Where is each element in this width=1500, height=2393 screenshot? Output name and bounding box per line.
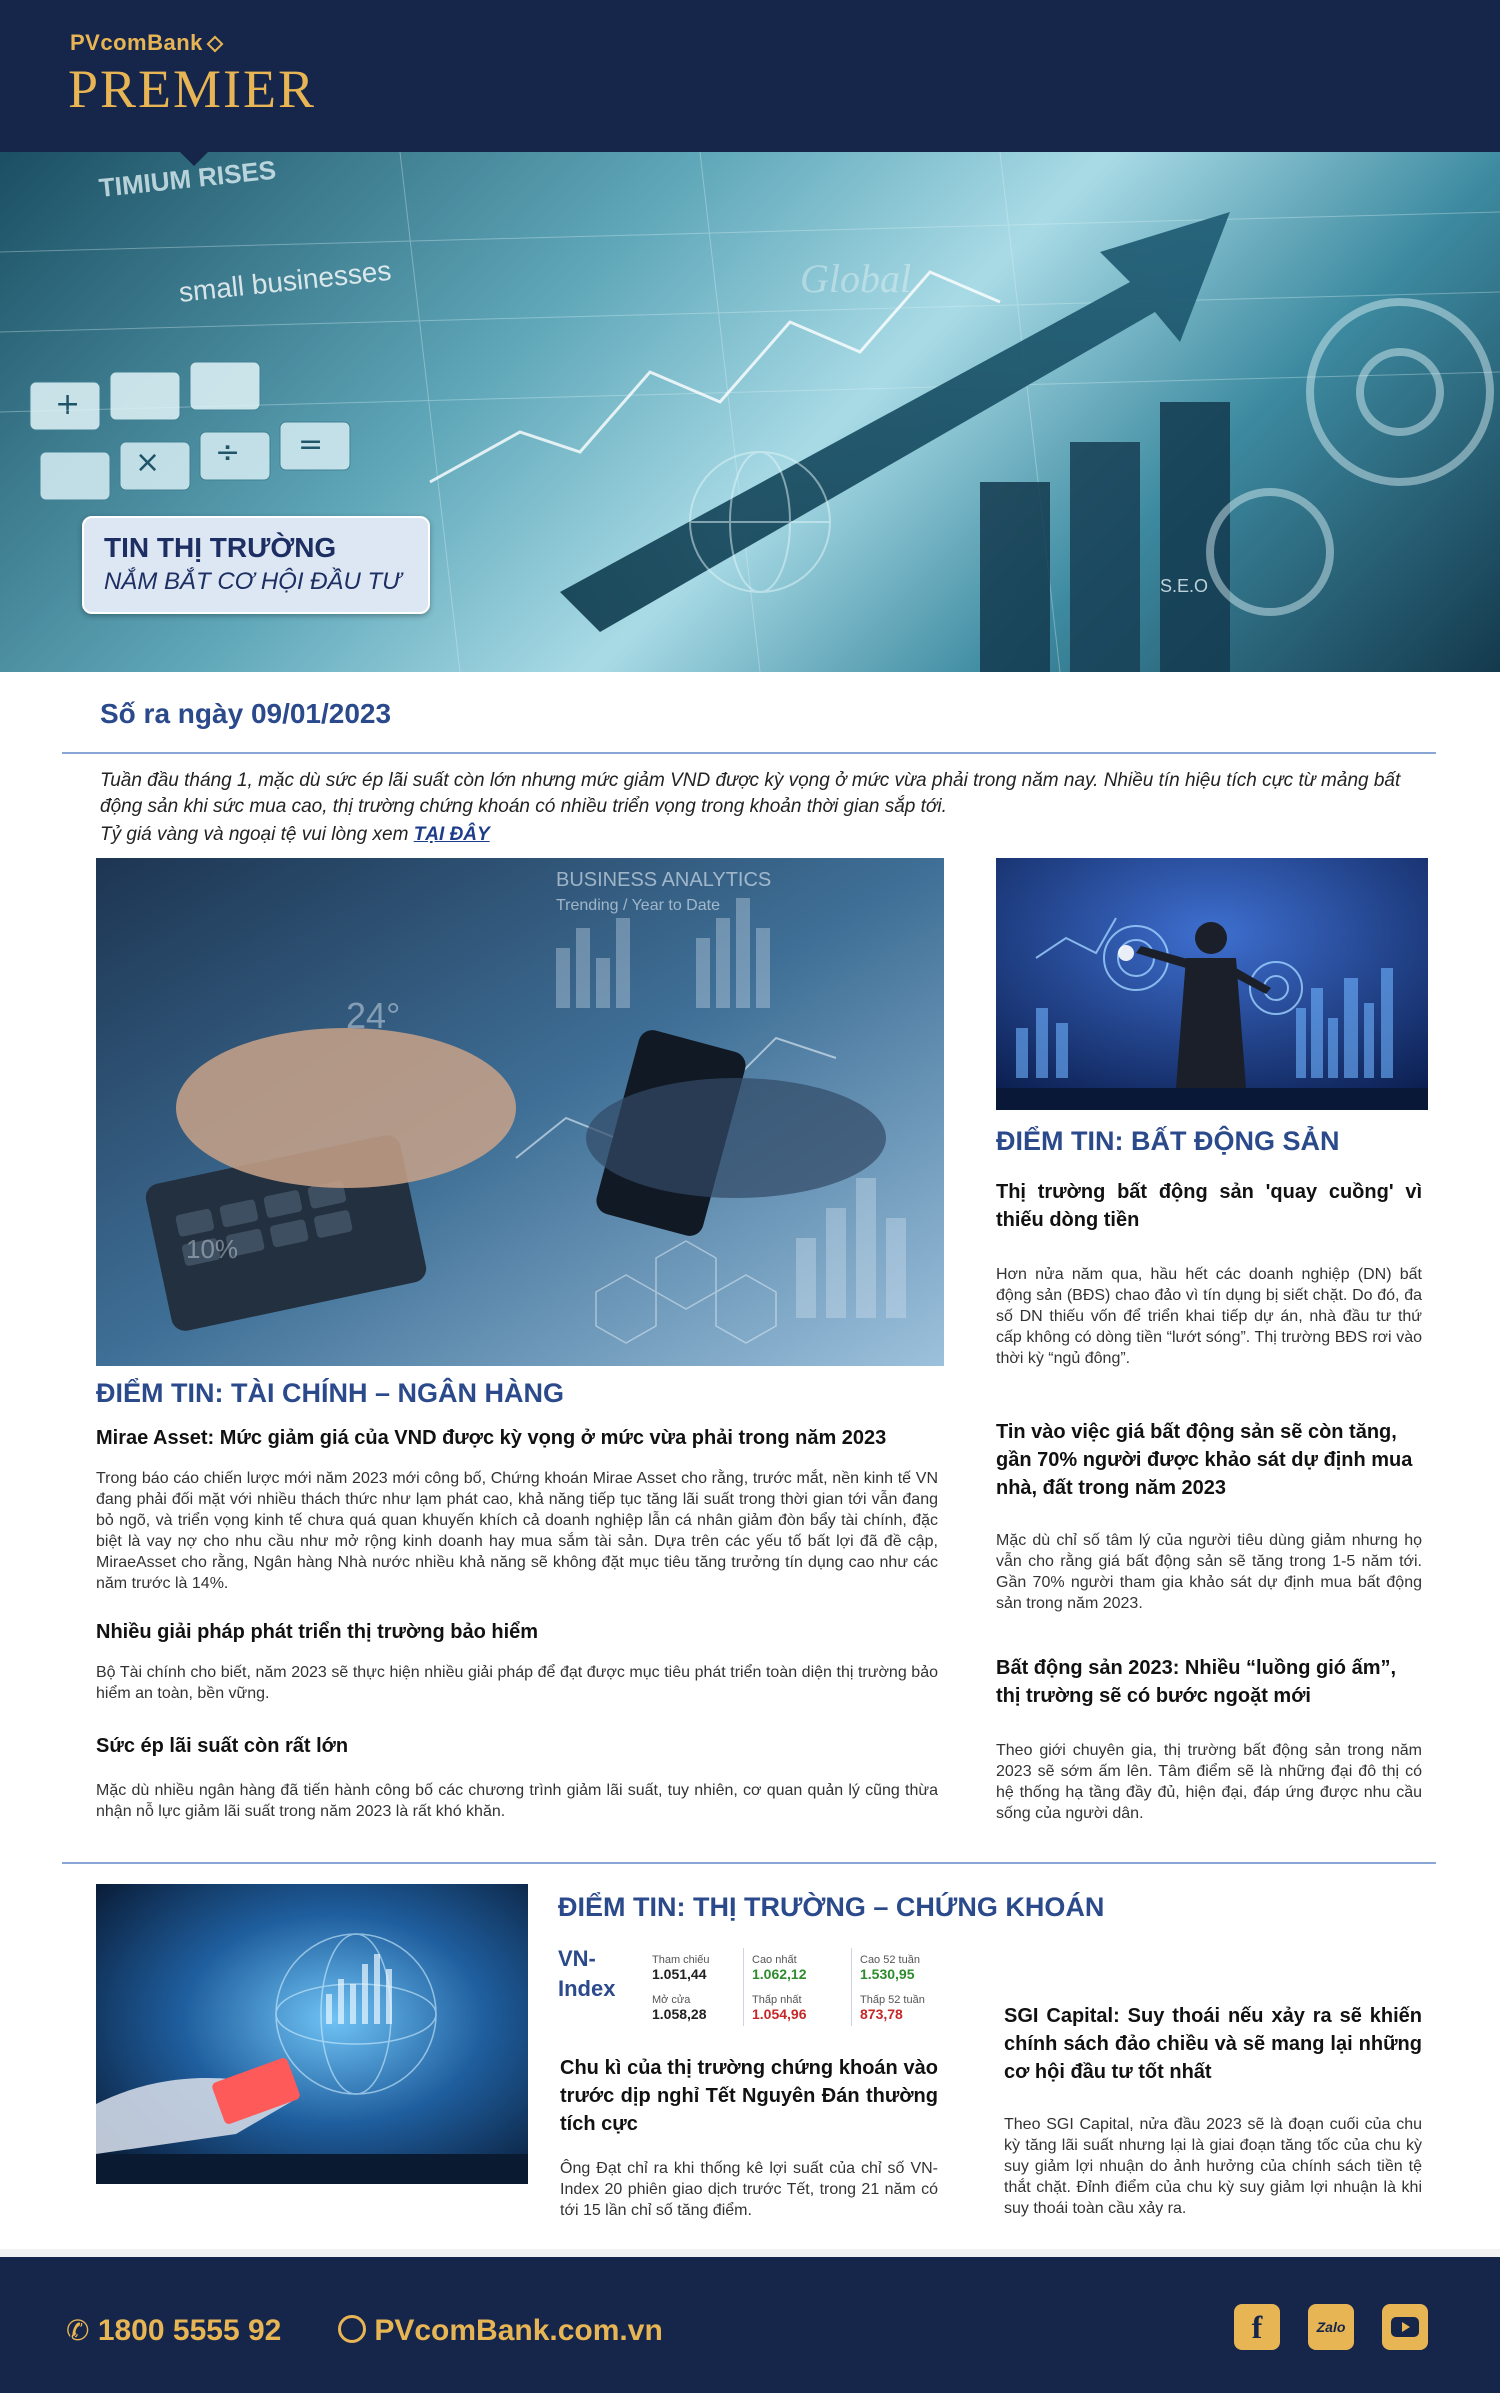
vnindex-cell [752,1954,852,1982]
stocks-image [96,1884,528,2184]
stocks-section-title: ĐIỂM TIN: THỊ TRƯỜNG – CHỨNG KHOÁN [558,1892,1105,1922]
vnindex-cell-value: 1.062,12 [752,1966,807,1982]
hero-text-1: TIMIUM RISES [97,154,278,203]
page-header [0,0,1500,152]
footer-band [0,2249,1500,2257]
vnindex-cell [652,1954,752,1982]
hero-bars [980,402,1230,672]
finance-image [96,858,944,1366]
header-notch [178,150,210,166]
hero-text-3: S.E.O [1160,576,1209,596]
zalo-icon[interactable] [1308,2304,1354,2350]
vnindex-cell-key: Cao nhất [752,1954,797,1966]
finance-article-1-body: Trong báo cáo chiến lược mới năm 2023 mới công bố, Chứng khoán Mirae Asset cho rằng, trước mắt, nền kinh tế VN đang phải đối mặt với nhiều thách thức như lạm phát cao, khả năng tiếp tục tăng lãi suất trong thời gian tới vẫn đang bỏ ngõ, và triển vọng kinh tế chưa quá quan khuyến khích cả doanh nghiệp lẫn cá nhân giảm đòn bẩy tài chính, đặc biệt là vay nợ cho nhu cầu như mở rộng kinh doanh hay mua sắm tài sản. Dựa trên các yếu tố bất lợi đã đề cập, MiraeAsset cho rằng, Ngân hàng Nhà nước nhiều khả năng sẽ không đặt mục tiêu tăng trưởng tín dụng cao như các năm trước là 14%. [96,1470,938,1592]
divider-top [62,752,1436,754]
vnindex-cell [652,1994,752,2022]
calculator-keys [30,362,350,500]
vnindex-cell [860,1994,960,2022]
realestate-article-2-body: Mặc dù chỉ số tâm lý của người tiêu dùng giảm nhưng họ vẫn cho rằng giá bất động sản sẽ tăng trong 1-5 năm tới. Gần 70% người tham gia khảo sát dự định mua bất động sản trong năm 2023. [996,1532,1422,1612]
globe-icon [690,452,830,592]
realestate-article-2-title[interactable]: Tin vào việc giá bất động sản sẽ còn tăng, gần 70% người được khảo sát dự định mua nhà, đất trong năm 2023 [996,1421,1413,1499]
realestate-section-title: ĐIỂM TIN: BẤT ĐỘNG SẢN [996,1126,1340,1156]
globe-icon [338,2315,366,2343]
vnindex-cell-value: 1.058,28 [652,2006,707,2022]
finance-article-2-body: Bộ Tài chính cho biết, năm 2023 sẽ thực hiện nhiều giải pháp để đạt được mục tiêu phát triển toàn diện thị trường bảo hiểm an toàn, bền vững. [96,1664,938,1702]
brand-logo-premier[interactable]: PREMIER [68,59,317,119]
gear-icon [1210,302,1490,612]
stocks-article-2-title[interactable]: SGI Capital: Suy thoái nếu xảy ra sẽ khiến chính sách đảo chiều và sẽ mang lại những cơ hội đầu tư tốt nhất [1004,2005,1422,2083]
vnindex-cell-key: Thấp 52 tuần [860,1994,925,2006]
vnindex-cell [860,1954,960,1982]
finance-article-2-title[interactable]: Nhiều giải pháp phát triển thị trường bảo hiểm [96,1621,539,1643]
issue-date: Số ra ngày 09/01/2023 [100,698,392,729]
business-analytics-title: BUSINESS ANALYTICS [556,869,772,891]
business-analytics-sub: Trending / Year to Date [556,897,720,914]
vnindex-cell-value: 873,78 [860,2006,903,2022]
vnindex-cell-key: Cao 52 tuần [860,1954,920,1966]
vnindex-divider-1 [743,1948,744,2026]
rates-line [100,824,490,846]
svg-text:+: + [55,387,81,422]
hero-text-2: small businesses [177,254,393,308]
vnindex-cell-key: Mở cửa [652,1994,691,2006]
svg-text:÷: ÷ [215,435,241,470]
footer-website[interactable] [338,2314,663,2348]
vnindex-cell-key: Thấp nhất [752,1994,802,2006]
vnindex-divider-2 [851,1948,852,2026]
realestate-article-3-body: Theo giới chuyên gia, thị trường bất động sản trong năm 2023 sẽ sớm ấm lên. Tâm điểm sẽ là những đại đô thị có hệ thống hạ tầng đầy đủ, hiện đại, đáp ứng được nhu cầu sống của người dân. [996,1742,1422,1822]
youtube-icon[interactable] [1382,2304,1428,2350]
vnindex-cell-key: Tham chiếu [652,1954,710,1966]
finance-article-1-title[interactable]: Mirae Asset: Mức giảm giá của VND được kỳ vọng ở mức vừa phải trong năm 2023 [96,1427,887,1449]
realestate-image [996,858,1428,1110]
stocks-article-1-title[interactable]: Chu kì của thị trường chứng khoán vào trước dịp nghỉ Tết Nguyên Đán thường tích cực [560,2057,938,2135]
vnindex-cell-value: 1.530,95 [860,1966,915,1982]
vnindex-cell-value: 1.051,44 [652,1966,707,1982]
stocks-article-1-body: Ông Đạt chỉ ra khi thống kê lợi suất của chỉ số VN-Index 20 phiên giao dịch trước Tết, trong 21 năm có tới 15 lần chỉ số tăng điểm. [560,2160,938,2219]
hero-title: TIN THỊ TRƯỜNG [104,532,337,563]
rates-link[interactable]: TẠI ĐÂY [413,824,490,845]
vnindex-cell-value: 1.054,96 [752,2006,807,2022]
finance-article-3-body: Mặc dù nhiều ngân hàng đã tiến hành công bố các chương trình giảm lãi suất, tuy nhiên, cơ quan quản lý cũng thừa nhận nỗ lực giảm lãi suất trong năm 2023 là rất khó khăn. [96,1782,938,1820]
brand-logo-small[interactable] [70,30,221,56]
facebook-icon[interactable]: f [1234,2304,1280,2350]
vnindex-label: VN-Index [558,1946,616,2001]
svg-text:×: × [135,445,161,480]
divider-bottom [62,1862,1436,1864]
footer-website-text: PVcomBank.com.vn [374,2314,663,2347]
hero-title-card [82,516,430,614]
realestate-article-1-body: Hơn nửa năm qua, hầu hết các doanh nghiệp (DN) bất động sản (BĐS) chao đảo vì tín dụng bị siết chặt. Do đó, đa số DN thiếu vốn để triển khai tiếp dự án, nhà đầu tư thứ cấp không có dòng tiền “lướt sóng”. Thị trường BĐS rơi vào thời kỳ “ngủ đông”. [996,1266,1422,1367]
pct-10-text: 10% [186,1234,239,1264]
finance-section-title: ĐIỂM TIN: TÀI CHÍNH – NGÂN HÀNG [96,1378,564,1408]
realestate-article-3-title[interactable]: Bất động sản 2023: Nhiều “luồng gió ấm”, thị trường sẽ có bước ngoặt mới [996,1657,1397,1707]
vnindex-cell [752,1994,852,2022]
hero-subtitle: NẮM BẮT CƠ HỘI ĐẦU TƯ [104,568,402,595]
rates-text: Tỷ giá vàng và ngoại tệ vui lòng xem [100,824,414,845]
stocks-article-2-body: Theo SGI Capital, nửa đầu 2023 sẽ là đoạn cuối của chu kỳ tăng lãi suất nhưng lại là giai đoạn tăng tốc của chu kỳ suy giảm lợi nhuận do ảnh hưởng của chính sách tiền tệ thắt chặt. Đỉnh điểm của chu kỳ suy giảm lợi nhuận là khi suy thoái toàn cầu xảy ra. [1004,2116,1422,2217]
pct-24-text: 24° [346,995,401,1036]
footer-phone-text: 1800 5555 92 [97,2314,282,2347]
hero-banner [0,152,1500,672]
svg-text:=: = [298,427,324,462]
intro-paragraph: Tuần đầu tháng 1, mặc dù sức ép lãi suất còn lớn nhưng mức giảm VND được kỳ vọng ở mức vừa phải trong năm nay. Nhiều tín hiệu tích cực từ mảng bất động sản khi sức mua cao, thị trường chứng khoán có nhiều triển vọng trong khoản thời gian sắp tới. [100,770,1401,817]
footer-phone[interactable] [66,2314,281,2348]
diamond-icon [206,36,223,53]
zalo-label: Zalo [1316,2319,1346,2335]
brand-small-text: PVcomBank [70,30,203,55]
hero-text-4: Global [800,256,912,301]
finance-article-3-title[interactable]: Sức ép lãi suất còn rất lớn [96,1735,349,1757]
realestate-article-1-title[interactable]: Thị trường bất động sản 'quay cuồng' vì thiếu dòng tiền [996,1181,1422,1231]
phone-icon: ✆ [66,2315,90,2346]
